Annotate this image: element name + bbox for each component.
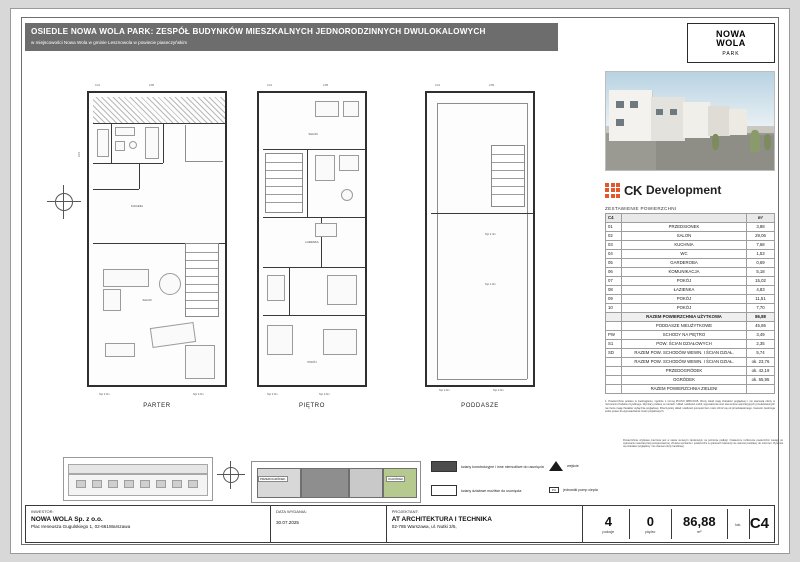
table-row: 08 ŁAZIENKA 4,83 xyxy=(606,286,775,295)
sheet-footnotes-text: Powierzchnia użytkowa mierzona jest w stanie surowym zamkniętym na poziomie podłogi. Ostateczne rozliczenie powierzchni nastąpi po wykonaniu inwentaryzacji powykonawczej. Zmiana wymiarów i powierzchni w granicach tolerancji nie stanowi podstawy do roszczeń. Rysunek ma charakter poglądowy i nie stanowi oferty handlowej. xyxy=(623,439,783,449)
investor-key: INWESTOR: xyxy=(31,509,54,514)
estate-logo xyxy=(687,23,775,63)
areas-col-unit: m² xyxy=(747,214,775,223)
table-row: 03 KUCHNIA 7,68 xyxy=(606,241,775,250)
areas-notes xyxy=(605,400,775,414)
attic-walls: 3.21 2.85 Npr 2.4m Npr 1.9m Npr 2.6m Npr 2.6m xyxy=(425,91,535,387)
ground-floor-walls: KUCHNIA SALON 3.21 2.85 4.15 Npr 2.6m Npr 2.6m xyxy=(87,91,227,387)
legend-open-label: ściany działowe możliwe do usunięcia xyxy=(461,488,522,493)
stairs-ground xyxy=(185,243,219,317)
project-title: OSIEDLE NOWA WOLA PARK: ZESPÓŁ BUDYNKÓW MIESZKALNYCH JEDNORODZINNYCH DWULOKALOWYCH xyxy=(31,27,486,36)
designer-name: AT ARCHITEKTURA I TECHNIKA xyxy=(391,516,492,523)
table-row: 06 KOMUNIKACJA 5,18 xyxy=(606,268,775,277)
investor-name: NOWA WOLA Sp. z o.o. xyxy=(31,516,103,523)
area-key: m² xyxy=(696,528,702,534)
area-cell xyxy=(672,509,728,539)
table-summary-row: PRZEDOGRÓDEK ok. 42,19 xyxy=(606,367,775,376)
keyplan-label-garden: OGRÓDEK xyxy=(388,477,404,481)
table-row: 04 WC 1,53 xyxy=(606,250,775,259)
designer-address: 02-785 Warszawa, ul. Nutki 3/5, xyxy=(391,524,457,529)
table-summary-row: OGRÓDEK ok. 65,95 xyxy=(606,376,775,385)
keyplan-label-front: PRZEDOGRÓDEK xyxy=(260,477,286,481)
legend-solid-label: ściany konstrukcyjne i inne niemożliwe do usunięcia xyxy=(461,464,544,469)
date-key: DATA WYDANIA: xyxy=(276,509,307,514)
rooms-value: 4 xyxy=(604,513,612,529)
investor-address: Plac Ireneusza Gugulskiego 1, 02-661Warszawa xyxy=(31,524,131,529)
compass-rose-plans xyxy=(47,185,81,219)
estate-logo-line1: NOWA xyxy=(716,28,746,39)
areas-table xyxy=(605,213,775,394)
unit-value-cell xyxy=(750,509,769,539)
title-block-date xyxy=(271,506,387,542)
table-summary-row: RAZEM POWIERZCHNIA UŻYTKOWA 86,88 xyxy=(606,313,775,322)
table-summary-row: RAZEM POW. SCHODÓW WEWN. I ŚCIAN DZIAŁ. ok. 23,76 xyxy=(606,358,775,367)
rooms-key: pokoje xyxy=(602,528,615,534)
floor-key: piętro xyxy=(645,528,656,534)
stairs-attic xyxy=(491,145,525,207)
estate-logo-line3: PARK xyxy=(722,50,740,57)
area-value: 86,88 xyxy=(683,513,716,529)
floor-plans xyxy=(25,67,558,427)
developer-logo xyxy=(605,177,775,203)
floor-value: 0 xyxy=(646,513,654,529)
table-row: 09 POKÓJ 11,51 xyxy=(606,295,775,304)
table-summary-row: SD RAZEM POW. SCHODÓW WEWN. I ŚCIAN DZIAŁ. 5,74 xyxy=(606,349,775,358)
entrance-icon xyxy=(549,461,563,471)
key-plan xyxy=(251,461,421,503)
table-summary-row: S1 POW. ŚCIAN DZIAŁOWYCH 2,35 xyxy=(606,340,775,349)
legend-heatpump-label: jednostki pomp ciepła xyxy=(563,488,598,492)
table-summary-row: RAZEM POWIERZCHNIA ZIELENI xyxy=(606,385,775,394)
table-row: 01 PRZEDSIONEK 3,88 xyxy=(606,223,775,232)
areas-table-caption: ZESTAWIENIE POWIERZCHNI xyxy=(605,206,677,211)
plan-caption-attic: PODDASZE xyxy=(461,403,499,409)
plan-attic xyxy=(425,67,535,407)
legend xyxy=(431,459,621,507)
plan-caption-ground: PARTER xyxy=(143,403,171,409)
legend-open-swatch xyxy=(431,485,457,496)
legend-entrance-label: wejście xyxy=(567,464,579,468)
date-value: 30.07.2025 xyxy=(276,520,299,525)
plan-ground-floor xyxy=(78,67,227,409)
drawing-sheet xyxy=(10,8,790,554)
legend-solid-swatch xyxy=(431,461,457,472)
estate-logo-line2: WOLA xyxy=(716,38,746,48)
unit-key-cell xyxy=(728,509,750,539)
project-photo xyxy=(605,71,775,171)
right-column xyxy=(605,71,775,415)
developer-dots-icon xyxy=(605,183,620,198)
table-summary-row: PW SCHODY NA PIĘTRO 3,49 xyxy=(606,331,775,340)
plan-caption-first: PIĘTRO xyxy=(299,403,325,409)
table-header-row xyxy=(606,214,775,223)
project-subtitle: w miejscowości Nowa Wola w gminie Lesznowola w powiecie piaseczyńskim xyxy=(31,40,188,45)
developer-short-name: CK xyxy=(624,182,642,198)
first-floor-walls: SALON ŁAZIENKA POKÓJ 3.21 2.85 Npr 2.6m Npr 2.6m xyxy=(257,91,367,387)
compass-rose-keyplan xyxy=(217,461,245,489)
plan-first-floor xyxy=(257,67,367,407)
unit-key: lok. xyxy=(735,521,742,527)
floor-cell xyxy=(630,509,672,539)
developer-long-name: Development xyxy=(645,183,722,197)
areas-notes-text: 1. Powierzchnie podano w zaokrągleniu, zgodnie z normą PN-ISO 9836:2015. Rzuty lokali mają charakter poglądowy i nie stanowią oferty w rozumieniu Kodeksu Cywilnego. Wymiary podane w metrach. Układ i wielkość mebli, wyposażenia oraz elementów aranżacyjnych przedstawionych na rzucie mają charakter wyłącznie poglądowy. Rzeczywisty układ i wielkość pomieszczeń może różnić się od przedstawionego. Inwestor zastrzega sobie prawo do wprowadzania zmian projektowych. xyxy=(605,400,775,414)
elevation-drawing xyxy=(63,457,213,501)
areas-col-code: C4 xyxy=(606,214,622,223)
unit-value: C4 xyxy=(749,515,769,532)
table-summary-row: PODDASZE NIEUŻYTKOWE 45,86 xyxy=(606,322,775,331)
table-row: 07 POKÓJ 15,02 xyxy=(606,277,775,286)
rooms-cell xyxy=(588,509,630,539)
heatpump-code: PC xyxy=(549,487,559,493)
title-block-designer xyxy=(387,506,583,542)
table-row: 02 SALON 29,06 xyxy=(606,232,775,241)
title-block-investor xyxy=(26,506,271,542)
sheet-footnotes xyxy=(623,439,783,449)
table-row: 10 POKÓJ 7,70 xyxy=(606,304,775,313)
title-block-summary xyxy=(583,506,774,542)
stairs-first xyxy=(265,153,303,213)
title-block xyxy=(25,505,775,543)
table-row: 05 GARDEROBA 0,69 xyxy=(606,259,775,268)
designer-key: PROJEKTANT: xyxy=(391,509,419,514)
project-title-bar xyxy=(25,23,558,51)
